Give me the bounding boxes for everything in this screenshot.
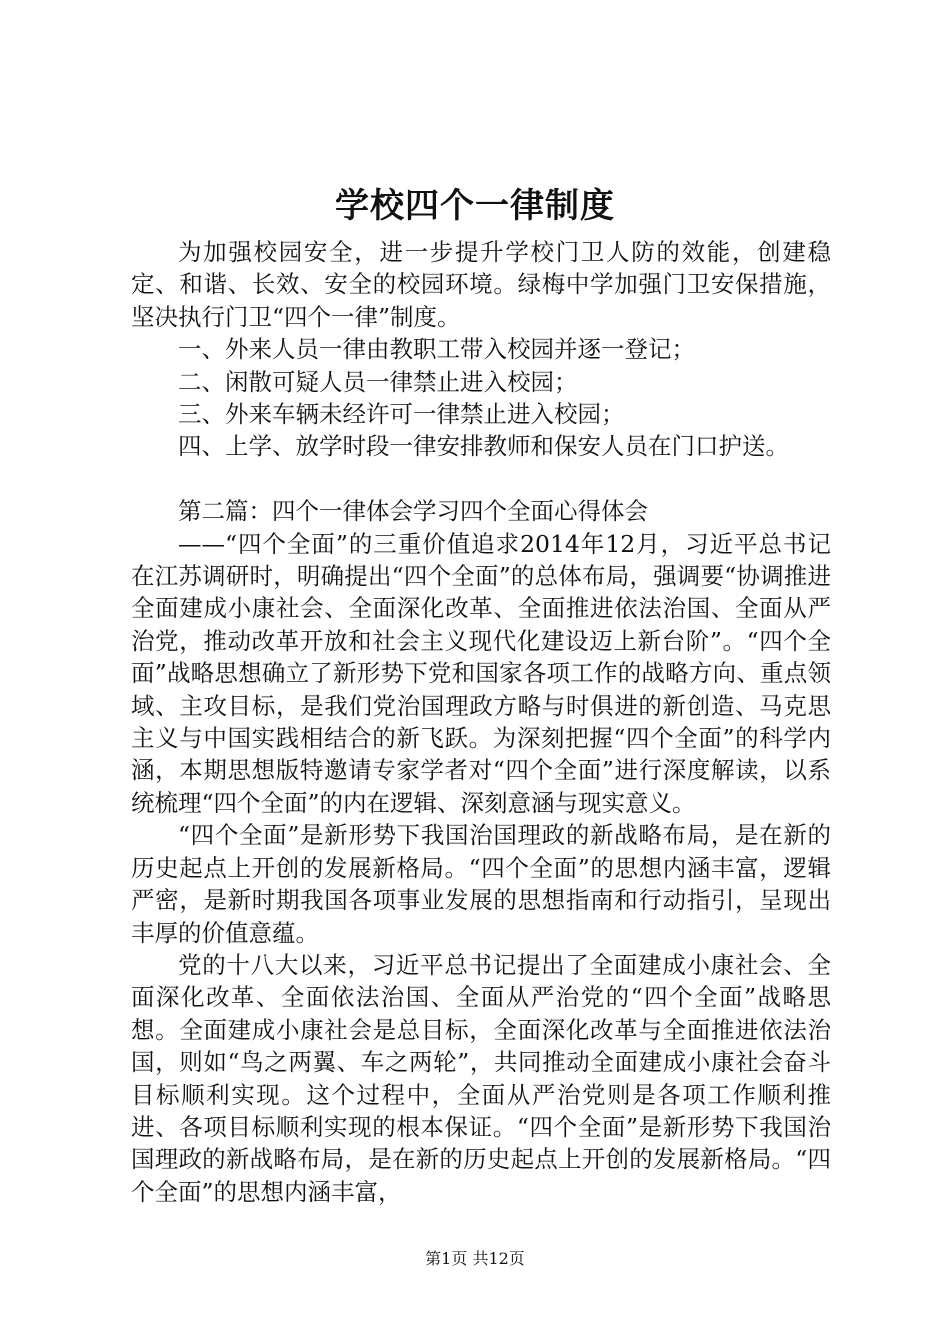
intro-paragraph: 为加强校园安全，进一步提升学校门卫人防的效能，创建稳定、和谐、长效、安全的校园环境。绿梅中学加强门卫安保措施，坚决执行门卫“四个一律”制度。 [131,238,831,331]
page-footer: 第1页 共12页 [425,1249,525,1268]
rule-item-4: 四、上学、放学时段一律安排教师和保安人员在门口护送。 [178,432,789,461]
blank-line [131,463,831,495]
document-title: 学校四个一律制度 [335,186,615,226]
body-paragraph: 党的十八大以来，习近平总书记提出了全面建成小康社会、全面深化改革、全面依法治国、全面从严治党的“四个全面”战略思想。全面建成小康社会是总目标，全面深化改革与全面推进依法治国，则如“鸟之两翼、车之两轮”，共同推动全面建成小康社会奋斗目标顺利实现。这个过程中，全面从严治党则是各项工作顺利推进、各项目标顺利实现的根本保证。“四个全面”是新形势下我国治国理政的新战略布局，是在新的历史起点上开创的发展新格局。“四个全面”的思想内涵丰富， [131,950,831,1206]
rule-item-1: 一、外来人员一律由教职工带入校园并逐一登记； [178,335,695,364]
document-body [131,236,831,1208]
rule-item-3: 三、外来车辆未经许可一律禁止进入校园； [178,400,625,429]
section-heading: 第二篇：四个一律体会学习四个全面心得体会 [178,497,648,526]
rule-item-2: 二、闲散可疑人员一律禁止进入校园； [178,367,578,396]
body-paragraph: ——“四个全面”的三重价值追求2014年12月，习近平总书记在江苏调研时，明确提出“四个全面”的总体布局，强调要“协调推进全面建成小康社会、全面深化改革、全面推进依法治国、全面从严治党，推动改革开放和社会主义现代化建设迈上新台阶”。“四个全面”战略思想确立了新形势下党和国家各项工作的战略方向、重点领域、主攻目标，是我们党治国理政方略与时俱进的新创造、马克思主义与中国实践相结合的新飞跃。为深刻把握“四个全面”的科学内涵，本期思想版特邀请专家学者对“四个全面”进行深度解读，以系统梳理“四个全面”的内在逻辑、深刻意涵与现实意义。 [131,529,831,817]
body-paragraph: “四个全面”是新形势下我国治国理政的新战略布局，是在新的历史起点上开创的发展新格局。“四个全面”的思想内涵丰富，逻辑严密，是新时期我国各项事业发展的思想指南和行动指引，呈现出丰厚的价值意蕴。 [131,821,831,947]
